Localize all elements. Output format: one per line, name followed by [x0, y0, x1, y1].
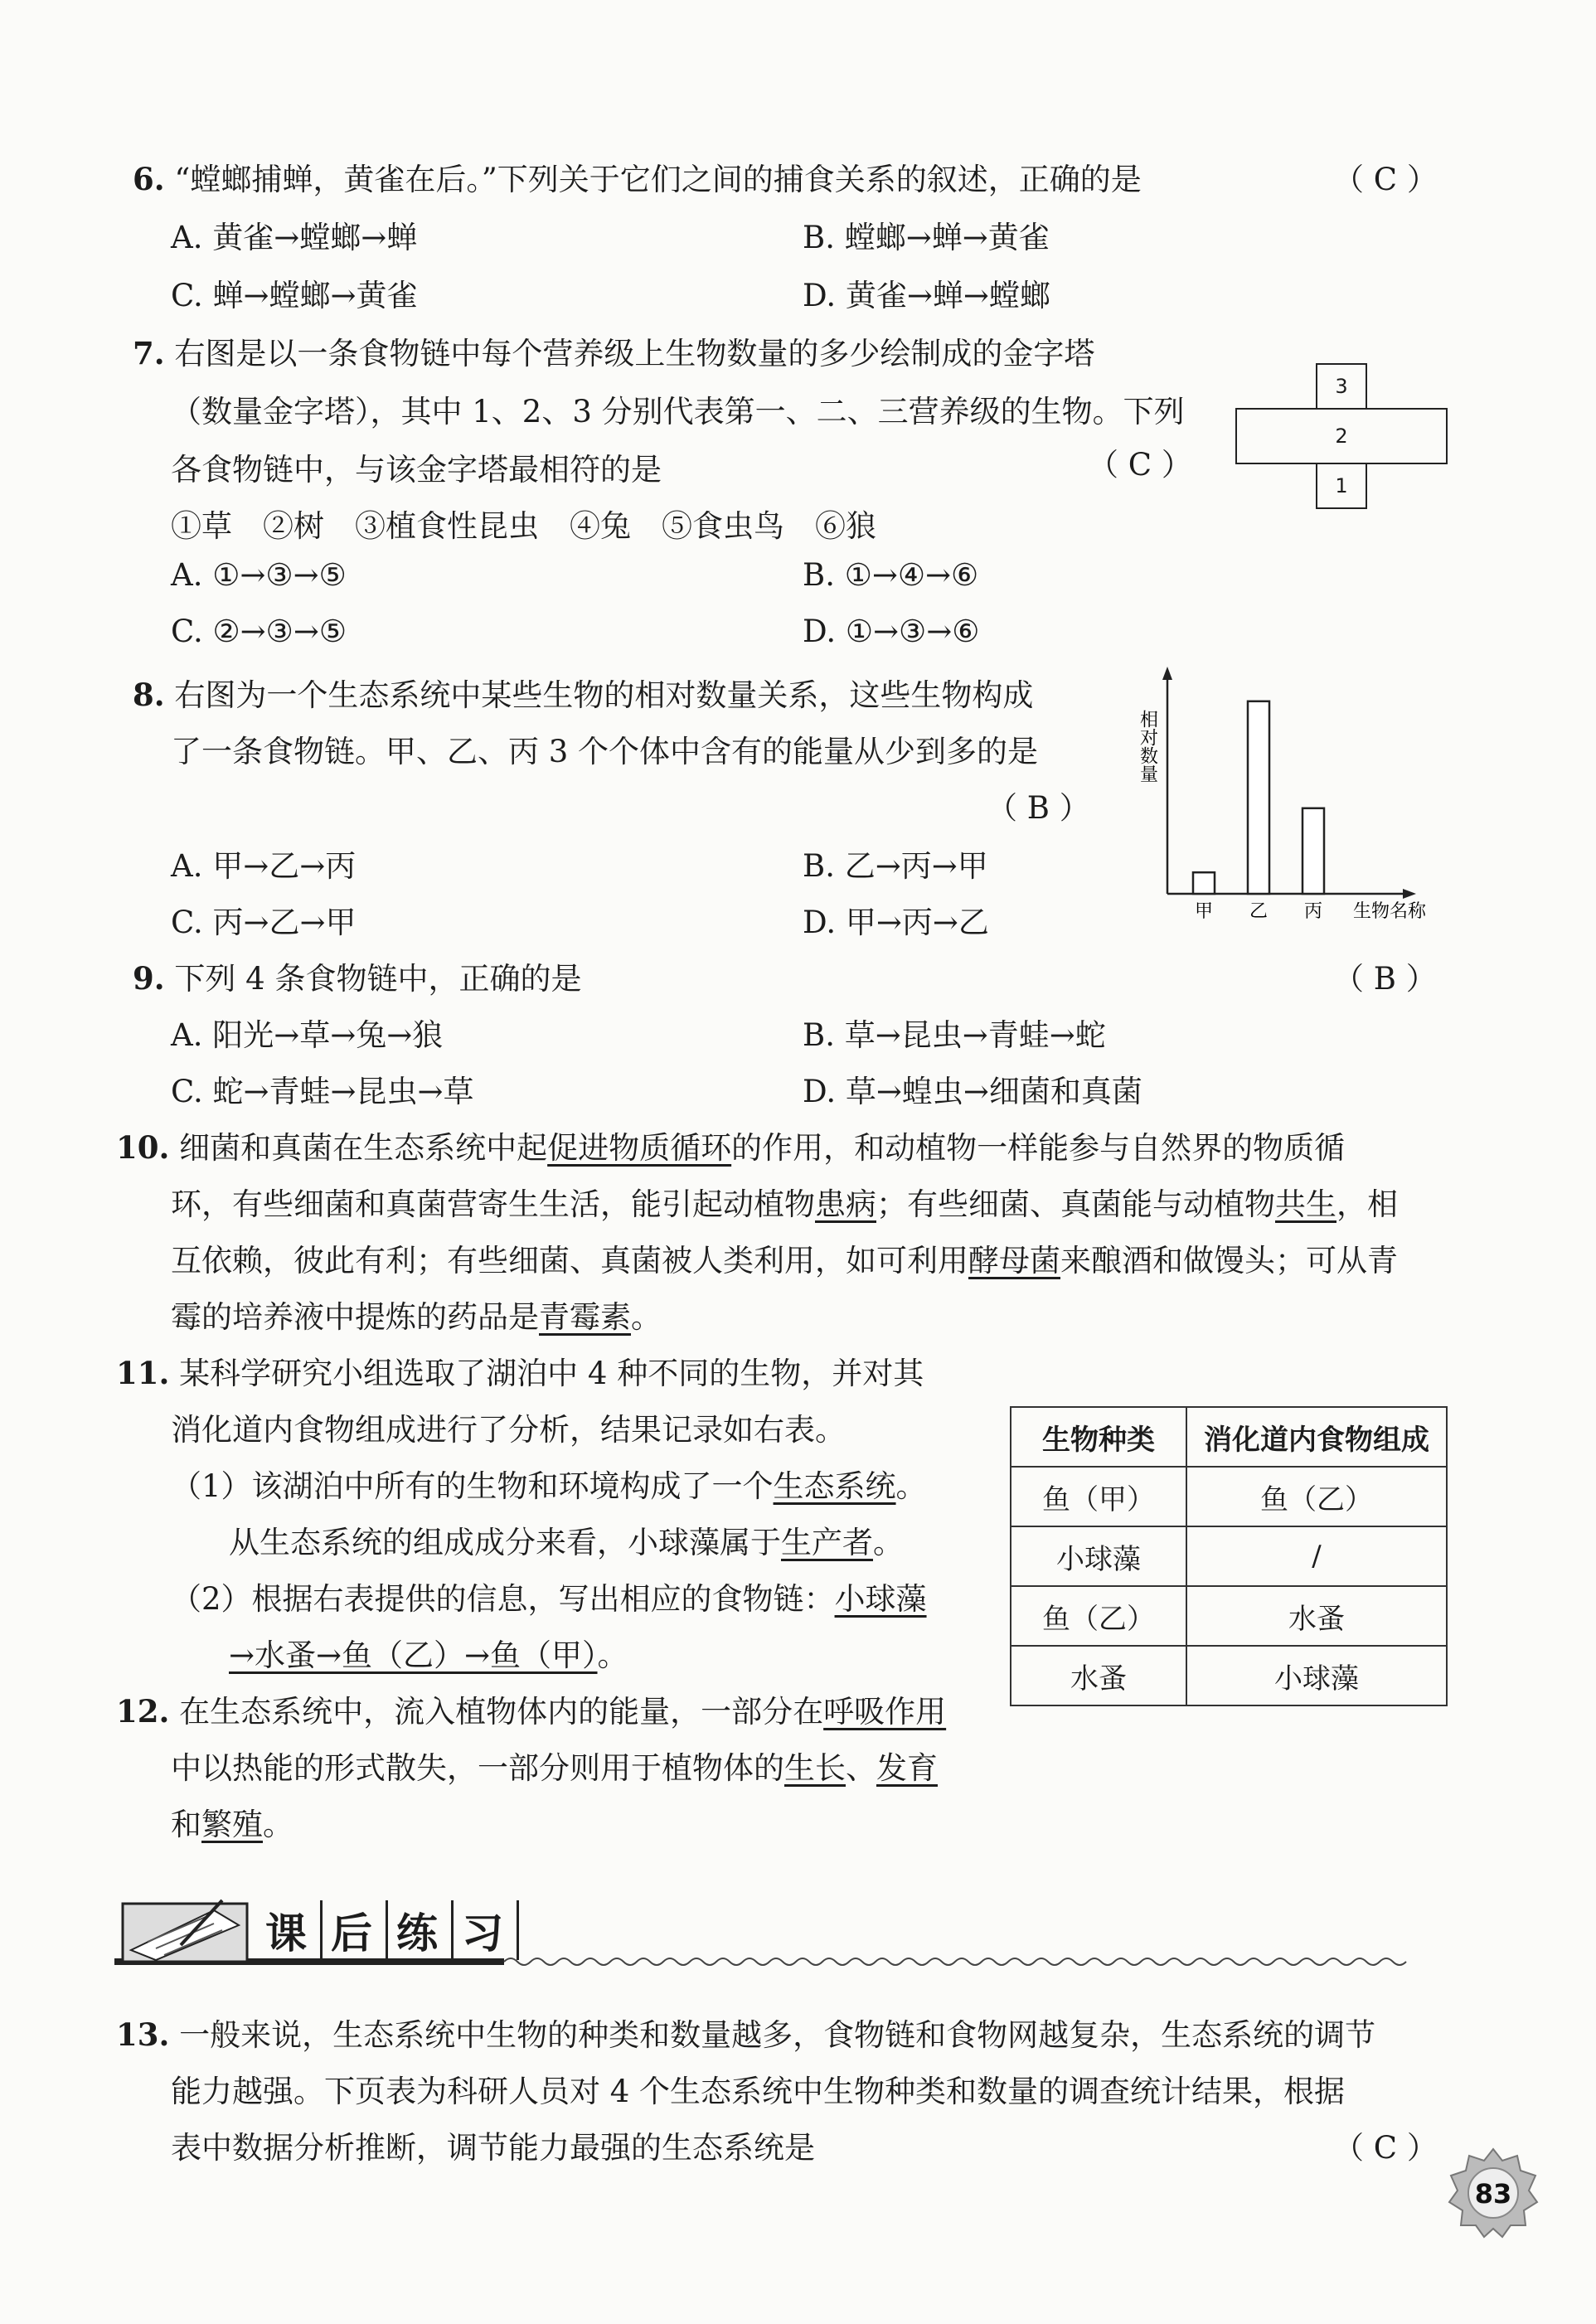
y-axis-arrow [1162, 667, 1172, 680]
table-row [1011, 1586, 1447, 1646]
table-header-cell: 生物种类 [1011, 1407, 1186, 1467]
q13-answer: （ C ） [1333, 2130, 1438, 2166]
q10-fill-2: 患病 [815, 1186, 876, 1222]
q8-option-d: D. 甲→丙→乙 [803, 905, 989, 940]
q6-option-b: B. 螳螂→蝉→黄雀 [803, 220, 1050, 255]
q9-option-b: B. 草→昆虫→青蛙→蛇 [803, 1017, 1106, 1053]
section-header [114, 1892, 1441, 1975]
q8-answer: （ B ） [987, 790, 1090, 826]
q12-line-2 [171, 1743, 938, 1788]
q10-fill-1: 促进物质循环 [547, 1130, 732, 1166]
q10-line-1 [116, 1123, 1345, 1167]
q11-text: 从生态系统的组成成分来看，小球藻属于 [229, 1525, 781, 1560]
table-cell: 水蚤 [1186, 1586, 1447, 1646]
bar-2 [1248, 701, 1269, 894]
y-axis-label: 相对数量 [1137, 710, 1158, 783]
table-cell: 鱼（甲） [1011, 1467, 1186, 1526]
table-cell: 水蚤 [1011, 1646, 1186, 1705]
table-row [1011, 1646, 1447, 1705]
pyramid-level-3: 3 [1316, 363, 1367, 410]
q11-line-2: 消化道内食物组成进行了分析，结果记录如右表。 [171, 1412, 846, 1448]
table-cell: 小球藻 [1011, 1526, 1186, 1586]
table-cell: 小球藻 [1186, 1646, 1447, 1705]
q10-text: 细菌和真菌在生态系统中起 [179, 1130, 548, 1166]
q10-text: ；有些细菌、真菌能与动植物 [876, 1186, 1275, 1222]
q7-items: ①草 ②树 ③植食性昆虫 ④兔 ⑤食虫鸟 ⑥狼 [171, 508, 876, 544]
table-row [1011, 1526, 1447, 1586]
q6-stem-text: “螳螂捕蝉，黄雀在后。”下列关于它们之间的捕食关系的叙述，正确的是 [174, 162, 1142, 197]
q9-number: 9. [133, 960, 165, 997]
q7-line-3: 各食物链中，与该金字塔最相符的是 [171, 452, 662, 488]
q10-text: ，相 [1336, 1186, 1398, 1222]
q6-number: 6. [133, 161, 165, 197]
q9-option-d: D. 草→蝗虫→细菌和真菌 [803, 1074, 1142, 1109]
q7-option-c: C. ②→③→⑤ [171, 614, 347, 649]
q9-option-a: A. 阳光→草→兔→狼 [171, 1017, 444, 1053]
q8-number: 8. [133, 677, 165, 713]
q8-option-c: C. 丙→乙→甲 [171, 905, 357, 940]
bar-1 [1193, 872, 1215, 894]
q12-fill-1: 呼吸作用 [823, 1694, 947, 1730]
q10-line-4 [171, 1292, 662, 1337]
q13-line-2: 能力越强。下页表为科研人员对 4 个生态系统中生物种类和数量的调查统计结果，根据 [171, 2074, 1346, 2109]
q7-option-b: B. ①→④→⑥ [803, 557, 979, 593]
q11-text: 。 [597, 1637, 628, 1673]
q8-option-a: A. 甲→乙→丙 [171, 848, 357, 884]
section-title-char: 后 [323, 1900, 388, 1960]
q7-answer: （ C ） [1088, 447, 1192, 483]
q7-option-d: D. ①→③→⑥ [803, 614, 980, 649]
page-number-badge [1448, 2147, 1539, 2239]
stomach-contents-table [1010, 1406, 1448, 1706]
x-axis-arrow [1403, 889, 1416, 899]
q12-text: 、 [846, 1750, 876, 1786]
number-pyramid [1235, 363, 1448, 509]
q12-text: 中以热能的形式散失，一部分则用于植物体的 [171, 1750, 784, 1786]
table-header-row [1011, 1407, 1447, 1467]
table-cell: / [1186, 1526, 1447, 1586]
q10-fill-3: 共生 [1275, 1186, 1336, 1222]
q11-fill-3: 小球藻 [834, 1581, 927, 1617]
q13-line-1 [116, 2010, 1375, 2055]
q6-option-d: D. 黄雀→蝉→螳螂 [803, 278, 1050, 313]
q10-text: 霉的培养液中提炼的药品是 [171, 1299, 539, 1335]
q9-answer: （ B ） [1333, 961, 1437, 997]
q6-option-c: C. 蝉→螳螂→黄雀 [171, 278, 418, 313]
q11-part-2-cont [229, 1630, 628, 1675]
q6-stem [133, 154, 1142, 199]
q11-fill-4: →水蚤→鱼（乙）→鱼（甲） [229, 1637, 598, 1673]
q11-text: （1）该湖泊中所有的生物和环境构成了一个 [171, 1468, 774, 1504]
q7-line-1-text: 右图是以一条食物链中每个营养级上生物数量的多少绘制成的金字塔 [174, 336, 1095, 371]
q11-text: 。 [873, 1525, 904, 1560]
x-tick-label: 丙 [1303, 901, 1323, 922]
section-title-char: 练 [388, 1900, 454, 1960]
q10-fill-4: 酵母菌 [968, 1243, 1060, 1278]
section-title-char: 课 [257, 1900, 323, 1960]
q9-stem [133, 953, 581, 998]
table-header-cell: 消化道内食物组成 [1186, 1407, 1447, 1467]
q12-line-1 [116, 1686, 946, 1731]
q9-option-c: C. 蛇→青蛙→昆虫→草 [171, 1074, 474, 1109]
q10-line-2 [171, 1179, 1398, 1224]
table-cell: 鱼（乙） [1186, 1467, 1447, 1526]
section-wave-line [504, 1958, 1406, 1965]
section-title-char: 习 [454, 1900, 519, 1960]
q11-fill-2: 生产者 [781, 1525, 873, 1560]
q10-fill-5: 青霉素 [539, 1299, 631, 1335]
x-tick-label: 甲 [1194, 901, 1214, 922]
pyramid-level-2: 2 [1235, 408, 1448, 464]
q10-number: 10. [116, 1129, 170, 1166]
q7-line-2: （数量金字塔），其中 1、2、3 分别代表第一、二、三营养级的生物。下列 [171, 394, 1185, 429]
section-title [257, 1900, 519, 1960]
q12-text: 在生态系统中，流入植物体内的能量，一部分在 [179, 1694, 824, 1730]
pyramid-level-1: 1 [1316, 463, 1367, 509]
q13-line-3: 表中数据分析推断，调节能力最强的生态系统是 [171, 2130, 815, 2166]
q7-option-a: A. ①→③→⑤ [171, 557, 347, 593]
q12-fill-4: 繁殖 [201, 1807, 263, 1842]
q12-line-3 [171, 1799, 293, 1844]
q12-number: 12. [116, 1693, 170, 1730]
q11-part-2 [171, 1574, 927, 1618]
table-cell: 鱼（乙） [1011, 1586, 1186, 1646]
q11-fill-1: 生态系统 [773, 1468, 896, 1504]
notebook-icon [123, 1900, 247, 1962]
q12-fill-3: 发育 [876, 1750, 938, 1786]
q7-number: 7. [133, 335, 165, 371]
q11-text: （2）根据右表提供的信息，写出相应的食物链： [171, 1581, 835, 1617]
q13-text: 一般来说，生态系统中生物的种类和数量越多，食物链和食物网越复杂，生态系统的调节 [179, 2017, 1376, 2053]
q7-line-1 [133, 328, 1094, 373]
q10-text: 来酿酒和做馒头；可从青 [1060, 1243, 1398, 1278]
q13-number: 13. [116, 2016, 170, 2053]
q8-line-2: 了一条食物链。甲、乙、丙 3 个个体中含有的能量从少到多的是 [171, 734, 1039, 769]
q12-text: 。 [263, 1807, 293, 1842]
x-tick-label: 乙 [1249, 901, 1269, 922]
q8-line-1-text: 右图为一个生态系统中某些生物的相对数量关系，这些生物构成 [174, 677, 1034, 713]
q11-text: 某科学研究小组选取了湖泊中 4 种不同的生物，并对其 [179, 1356, 924, 1391]
q11-part-1 [171, 1461, 927, 1506]
q10-text: 互依赖，彼此有利；有些细菌、真菌被人类利用，如可利用 [171, 1243, 968, 1278]
q6-option-a: A. 黄雀→螳螂→蝉 [171, 220, 418, 255]
q8-line-1 [133, 670, 1033, 715]
relative-quantity-chart [1128, 663, 1459, 929]
q8-option-b: B. 乙→丙→甲 [803, 848, 988, 884]
page-number: 83 [1474, 2178, 1512, 2210]
q10-line-3 [171, 1235, 1398, 1280]
x-axis-label: 生物名称 [1353, 901, 1427, 922]
q10-text: 。 [631, 1299, 662, 1335]
q12-fill-2: 生长 [784, 1750, 846, 1786]
q6-answer: （ C ） [1333, 162, 1438, 197]
q11-number: 11. [116, 1355, 170, 1391]
q9-stem-text: 下列 4 条食物链中，正确的是 [174, 961, 582, 997]
bar-3 [1303, 808, 1324, 894]
q12-text: 和 [171, 1807, 201, 1842]
q10-text: 的作用，和动植物一样能参与自然界的物质循 [731, 1130, 1346, 1166]
q11-part-1-cont [229, 1517, 904, 1562]
table-row [1011, 1467, 1447, 1526]
q11-text: 。 [895, 1468, 927, 1504]
q10-text: 环，有些细菌和真菌营寄生生活，能引起动植物 [171, 1186, 815, 1222]
q11-line-1 [116, 1348, 924, 1393]
